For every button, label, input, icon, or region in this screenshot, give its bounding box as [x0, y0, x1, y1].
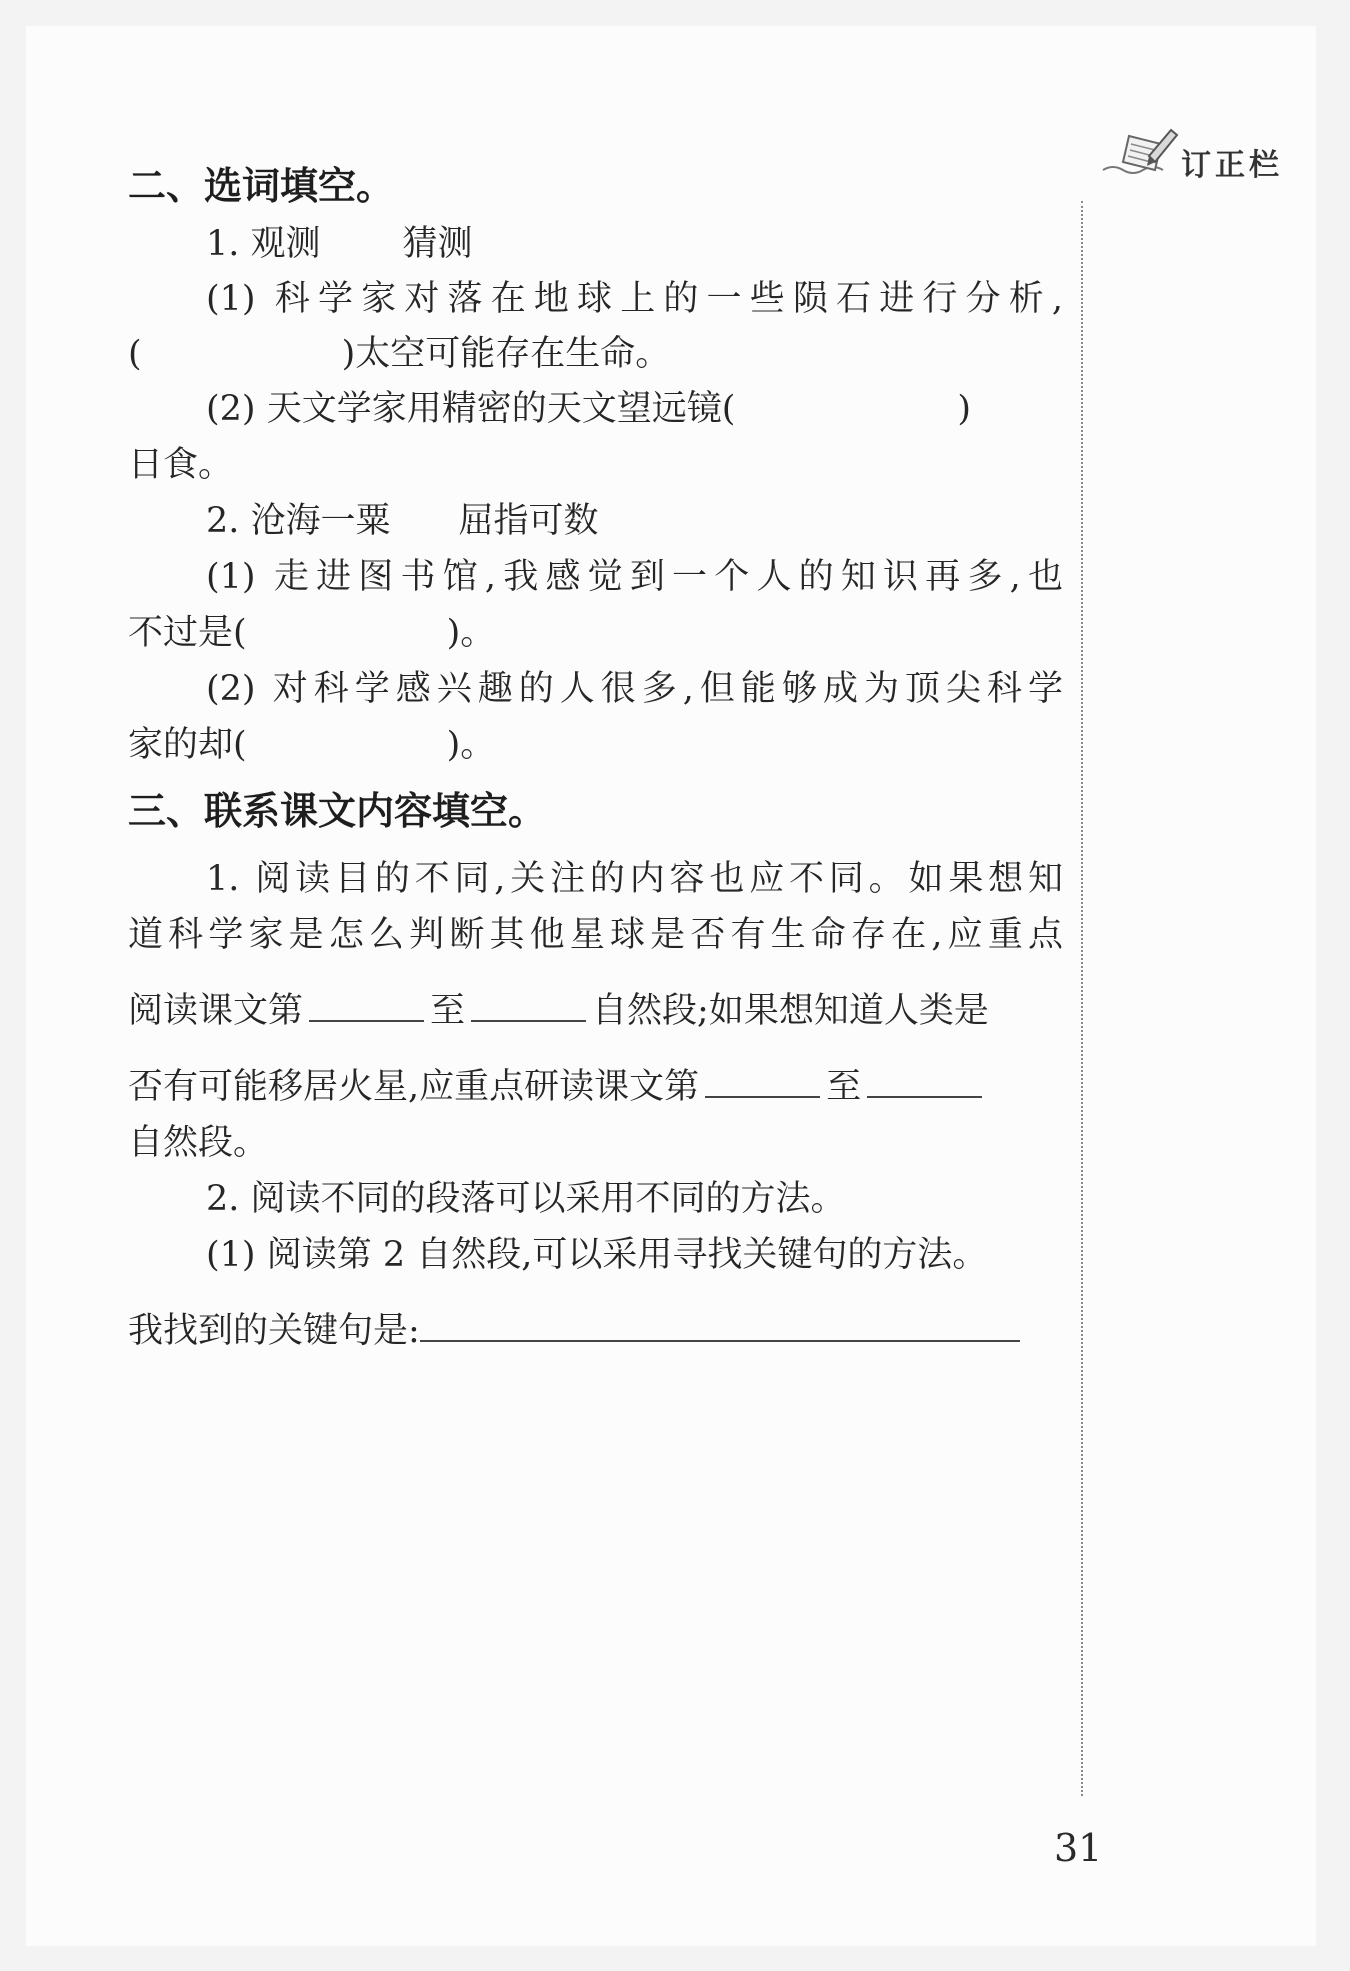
s3-q1-line3-c: 自然段;如果想知道人类是: [592, 991, 989, 1031]
s3-q2-line2: (1) 阅读第 2 自然段,可以采用寻找关键句的方法。: [206, 1235, 988, 1275]
q2-option-2: 屈指可数: [458, 501, 599, 541]
q1-s1-open-paren: (: [128, 334, 142, 374]
correction-column-header: [1101, 126, 1321, 196]
s3-q2-line3-label: 我找到的关键句是:: [128, 1311, 420, 1351]
s3-q1-line5: 自然段。: [128, 1123, 269, 1163]
q1-s2-line2: 日食。: [128, 445, 234, 485]
q1-s1-line2: [128, 331, 1063, 377]
s3-q1-line3-b: 至: [430, 991, 466, 1031]
q2-s1-before: 不过是(: [128, 613, 247, 653]
q1-options: [206, 221, 1063, 267]
q1-option-1: 1. 观测: [206, 224, 321, 264]
s3-q1-line3-a: 阅读课文第: [128, 991, 304, 1031]
blank-paragraph-to-2[interactable]: [867, 1066, 982, 1098]
correction-column-label: 订正栏: [1181, 148, 1283, 183]
margin-divider: [1081, 201, 1083, 1796]
s3-q1-line1: 1. 阅读目的不同,关注的内容也应不同。如果想知: [206, 859, 1063, 899]
s3-q1-line4-a: 否有可能移居火星,应重点研读课文第: [128, 1067, 700, 1107]
q2-options: [206, 498, 1063, 544]
blank-paragraph-from-2[interactable]: [705, 1066, 820, 1098]
blank-key-sentence[interactable]: [420, 1310, 1020, 1342]
page-number: 31: [1054, 1826, 1103, 1870]
q2-s1-line1: (1) 走进图书馆,我感觉到一个人的知识再多,也: [206, 557, 1063, 597]
q1-s2-line1: [206, 386, 1063, 432]
q2-s2-line2: [128, 722, 1063, 768]
q2-s1-after: )。: [446, 613, 496, 653]
q2-s2-after: )。: [446, 725, 496, 765]
section2-heading: 二、选词填空。: [128, 164, 395, 208]
q2-s2-line1: (2) 对科学感兴趣的人很多,但能够成为顶尖科学: [206, 669, 1063, 709]
q1-s2-before: (2) 天文学家用精密的天文望远镜(: [206, 389, 736, 429]
pencil-on-paper-icon: [1101, 126, 1181, 186]
q2-s2-before: 家的却(: [128, 725, 247, 765]
blank-paragraph-from-1[interactable]: [309, 990, 424, 1022]
workbook-page: [26, 26, 1316, 1946]
q1-s1-line1: (1) 科学家对落在地球上的一些陨石进行分析,: [206, 279, 1063, 319]
q1-s1-after: )太空可能存在生命。: [341, 334, 671, 374]
q2-option-1: 2. 沧海一粟: [206, 501, 391, 541]
section3-heading: 三、联系课文内容填空。: [128, 789, 547, 833]
s3-q1-line4-b: 至: [826, 1067, 862, 1107]
q1-s2-close-paren: ): [957, 389, 972, 429]
q1-option-2: 猜测: [402, 224, 473, 264]
s3-q1-line4: [128, 1064, 1063, 1110]
q2-s1-line2: [128, 610, 1063, 656]
s3-q1-line3: [128, 988, 1063, 1034]
blank-paragraph-to-1[interactable]: [471, 990, 586, 1022]
s3-q1-line2: 道科学家是怎么判断其他星球是否有生命存在,应重点: [128, 915, 1063, 955]
s3-q2-line1: 2. 阅读不同的段落可以采用不同的方法。: [206, 1179, 846, 1219]
s3-q2-line3: [128, 1308, 1063, 1354]
